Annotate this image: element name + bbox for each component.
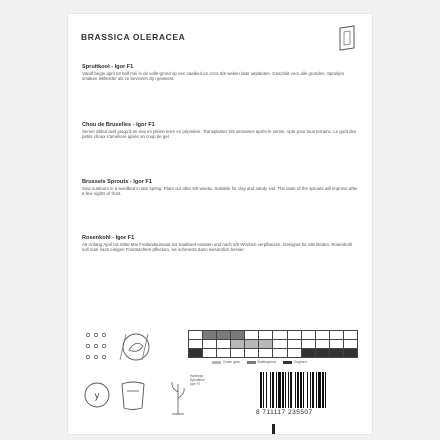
barcode-bar bbox=[307, 372, 308, 408]
section-title: Rosenkohl - Igor F1 bbox=[82, 235, 135, 241]
barcode-bar bbox=[303, 372, 304, 408]
legend-label: Buitengrond bbox=[257, 360, 276, 364]
packet-title: BRASSICA OLERACEA bbox=[81, 32, 186, 42]
barcode-number: 8 711117 235507 bbox=[256, 409, 313, 416]
calendar-legend bbox=[212, 360, 307, 364]
barcode-bar bbox=[322, 372, 324, 408]
section-de bbox=[82, 235, 358, 252]
section-en bbox=[82, 179, 358, 196]
barcode-bar bbox=[325, 372, 326, 408]
variety-info bbox=[190, 374, 205, 386]
svg-text:y: y bbox=[94, 390, 100, 401]
legend-label: Onder glas bbox=[223, 360, 240, 364]
barcode-bar bbox=[290, 372, 292, 408]
sowing-calendar bbox=[188, 330, 358, 358]
section-title: Brussels Sprouts - Igor F1 bbox=[82, 179, 152, 185]
barcode-bar bbox=[282, 372, 284, 408]
section-body: Sow outdoors in a seedbed in late spring. Plant out after 5/6 weeks. Suitable for clay and sandy soil. The taste of the sprouts will improve after a few nights of frost. bbox=[82, 186, 358, 197]
barcode bbox=[260, 372, 350, 408]
barcode-bar bbox=[266, 372, 267, 408]
barcode-bar bbox=[288, 372, 289, 408]
legend-label: Oogsten bbox=[293, 360, 307, 364]
barcode-bar bbox=[263, 372, 264, 408]
barcode-bar bbox=[310, 372, 311, 408]
section-title: Spruitkool - Igor F1 bbox=[82, 64, 134, 70]
info-line: Hortitops bbox=[190, 374, 204, 378]
barcode-bar bbox=[312, 372, 314, 408]
info-line: Spruitkool bbox=[190, 378, 205, 382]
section-fr bbox=[82, 122, 358, 139]
barcode-bar bbox=[297, 372, 299, 408]
seed-packet bbox=[68, 14, 372, 434]
barcode-bar bbox=[272, 372, 274, 408]
sun-icon bbox=[116, 330, 152, 364]
legend-swatch bbox=[247, 361, 256, 364]
plant-height-icon bbox=[168, 376, 188, 416]
section-nl bbox=[82, 64, 358, 81]
legend-swatch bbox=[212, 361, 221, 364]
barcode-bar bbox=[276, 372, 277, 408]
barcode-bar bbox=[300, 372, 302, 408]
barcode-bar bbox=[270, 372, 271, 408]
barcode-bar bbox=[316, 372, 317, 408]
packet-footer bbox=[82, 330, 362, 430]
yield-icon bbox=[82, 380, 112, 410]
section-body: Vanaf begin april tot half mei in de volle grond op een zaaibed en circa 5/6 weken later uitplanten. Geschikt voor alle gronden. Spruitjes smaken lekkerder als ze bevroren zijn geweest. bbox=[82, 71, 345, 82]
info-line: Igor F1 bbox=[190, 382, 201, 386]
seed-spacing-icon bbox=[82, 330, 112, 362]
section-body: Ab Anfang April bis Mitte Mai Freilandaussaat ins Saatbeet einsäen und nach 5/6 Wochen verpflanzen. Geeignet für alle Böden. Rosenkohl soll man nach einigen Frostnächten pflücken, sie schmeckt dann wesentlich besser. bbox=[82, 242, 353, 253]
section-body: Semer début avril jusqu'à mi-mai en pleine terre en pépinière. Transplanter 5/6 semaines après le semis. Apte pour tous terrains. Le goût des petits choux s'améliore après un coup de gel. bbox=[82, 129, 357, 140]
barcode-bar bbox=[285, 372, 286, 408]
barcode-bar bbox=[278, 372, 281, 408]
barcode-bar bbox=[318, 372, 321, 408]
section-title: Chou de Bruxelles - Igor F1 bbox=[82, 122, 155, 128]
barcode-bar bbox=[260, 372, 262, 408]
barcode-bar bbox=[295, 372, 296, 408]
brand-logo-icon bbox=[336, 24, 358, 52]
legend-swatch bbox=[283, 361, 292, 364]
packet-header bbox=[78, 24, 362, 58]
pot-icon bbox=[116, 378, 150, 412]
packet-marker bbox=[272, 424, 275, 434]
